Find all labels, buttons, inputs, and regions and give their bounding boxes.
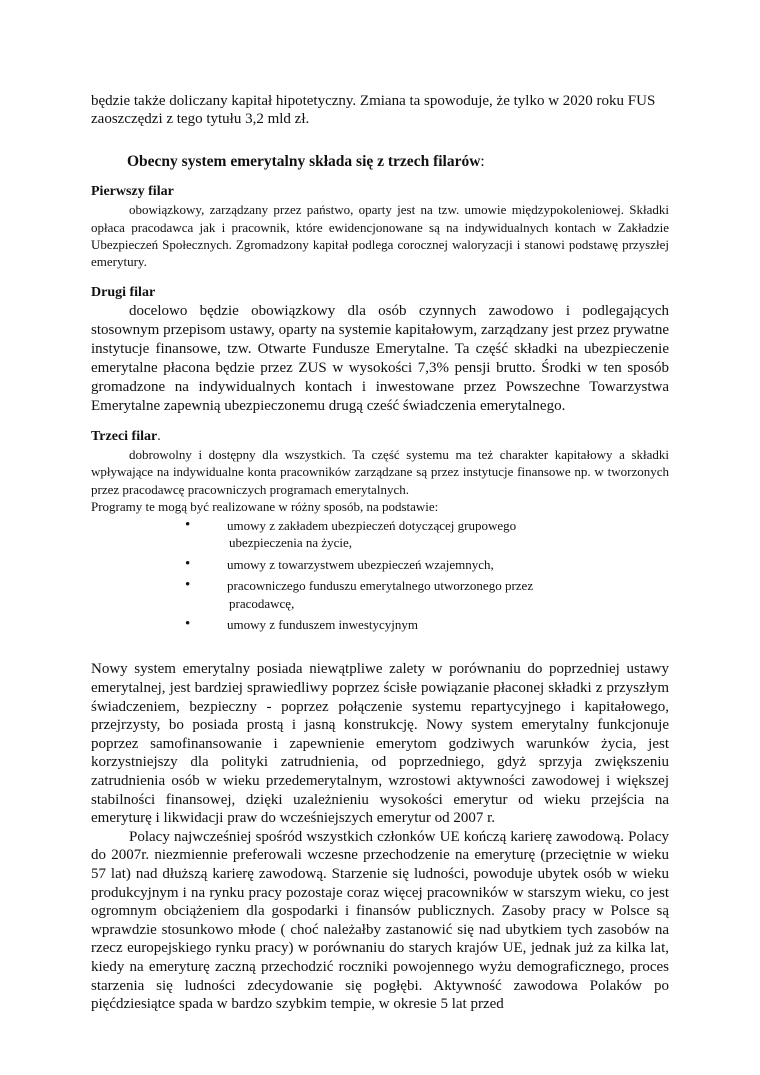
- bullet-icon: •: [185, 517, 191, 534]
- pillar2-body: docelowo będzie obowiązkowy dla osób czynnych zawodowo i podlegających stosownym przepisom ustawy, oparty na systemie kapitałowym, zarządzany jest przez prywatne instytucje finansowe, tzw. Otwarte Fundusze Emerytalne. Ta część składki na ubezpieczenie emerytalne płacona będzie przez ZUS w wysokości 7,3% pensji brutto. Środki w ten sposób gromadzone na indywidualnych kontach i inwestowane przez Powszechne Towarzystwa Emerytalne zapewnią ubezpieczonemu drugą cześć świadczenia emerytalnego.: [91, 303, 669, 415]
- list-item-line-2: pracodawcę,: [229, 595, 295, 611]
- list-item-line-1: umowy z zakładem ubezpieczeń dotyczącej grupowego: [227, 518, 517, 534]
- bullet-icon: •: [185, 555, 191, 572]
- intro-line-1: będzie także doliczany kapitał hipotetyczny. Zmiana ta spowoduje, że tylko w 2020 roku FUS: [91, 93, 656, 109]
- section-heading-colon: :: [480, 153, 485, 171]
- document-page: [91, 92, 669, 1014]
- pillar1-body: obowiązkowy, zarządzany przez państwo, oparty jest na tzw. umowie międzypokoleniowej. Składki opłaca pracodawca jak i pracownik, które ewidencjonowane są na indywidualnych kontach w Zakładzie Ubezpieczeń Społecznych. Zgromadzony kapitał podlega corocznej waloryzacji i stanowi podstawę przyszłej emerytury.: [91, 202, 669, 270]
- summary-paragraph-2: Polacy najwcześniej spośród wszystkich członków UE kończą karierę zawodową. Polacy do 2007r. niezmiennie preferowali wczesne przechodzenie na emeryturę (przeciętnie w wieku 57 lat) nad dłuższą karierę zawodową. Starzenie się ludności, powoduje ubytek osób w wieku produkcyjnym i na rynku pracy pozostaje coraz więcej pracowników w starszym wieku, co jest ogromnym obciążeniem dla gospodarki i finansów publicznych. Zasoby pracy w Polsce są wprawdzie stosunkowo młode ( choć należałby zastanowić się nad ubytkiem tych zasobów na rzecz europejskiego rynku pracy) w porównaniu do starych krajów UE, jednak już za kilka lat, kiedy na emeryturę zaczną przechodzić roczniki powojennego wyżu demograficznego, proces starzenia się ludności zdecydowanie się pogłębi. Aktywność zawodowa Polaków po pięćdziesiątce spada w bardzo szybkim tempie, w okresie 5 lat przed: [91, 828, 669, 1013]
- list-item: [183, 577, 557, 612]
- pillar3-title-suffix: .: [157, 429, 161, 445]
- list-item: [183, 556, 557, 573]
- bullet-icon: •: [185, 616, 191, 633]
- list-item-line-1: umowy z funduszem inwestycyjnym: [227, 617, 418, 633]
- pillar3-title-text: Trzeci filar: [91, 429, 158, 445]
- list-item: [183, 517, 557, 552]
- pillar3-programs-intro: Programy te mogą być realizowane w różny sposób, na podstawie:: [91, 498, 439, 514]
- list-item-line-1: umowy z towarzystwem ubezpieczeń wzajemnych,: [227, 556, 494, 572]
- pillar3-body: dobrowolny i dostępny dla wszystkich. Ta część systemu ma też charakter kapitałowy a składki wpływające na indywidualne konta pracowników zarządzane są przez instytucje finansowe np. w tworzonych przez pracodawcę pracowniczych programach emerytalnych.: [91, 447, 669, 497]
- pillar3-title: [91, 428, 669, 446]
- programs-list: [91, 517, 669, 633]
- section-heading-text: Obecny system emerytalny składa się z trzech filarów: [127, 153, 481, 171]
- summary-paragraph-1: Nowy system emerytalny posiada niewątpliwe zalety w porównaniu do poprzedniej ustawy emerytalnej, jest bardziej sprawiedliwy poprzez ścisłe powiązanie płaconej składki z przyszłym świadczeniem, bezpieczny - poprzez połączenie systemu repartycyjnego i kapitałowego, przejrzysty, bo posiada prostą i jasną konstrukcję. Nowy system emerytalny funkcjonuje poprzez samofinansowanie i zapewnienie emerytom godziwych warunków życia, jest korzystniejszy dla polityki zatrudnienia, od poprzedniego, gdyż sprzyja zwiększeniu zatrudnienia osób w wieku przedemerytalnym, wzrostowi aktywności zawodowej i większej stabilności finansowej, dzięki uzależnieniu wysokości emerytur od wieku przejścia na emeryturę i likwidacji praw do wcześniejszych emerytur od 2007 r.: [91, 661, 669, 827]
- intro-line-2: zaoszczędzi z tego tytułu 3,2 mld zł.: [91, 111, 310, 128]
- bullet-icon: •: [185, 577, 191, 594]
- section-heading: [127, 152, 669, 171]
- pillar2-title: Drugi filar: [91, 285, 156, 301]
- pillar1-title: Pierwszy filar: [91, 184, 174, 200]
- list-item-line-1: pracowniczego funduszu emerytalnego utworzonego przez: [227, 578, 534, 594]
- list-item-line-2: ubezpieczenia na życie,: [229, 535, 353, 551]
- list-item: [183, 616, 557, 633]
- intro-paragraph: [91, 92, 669, 128]
